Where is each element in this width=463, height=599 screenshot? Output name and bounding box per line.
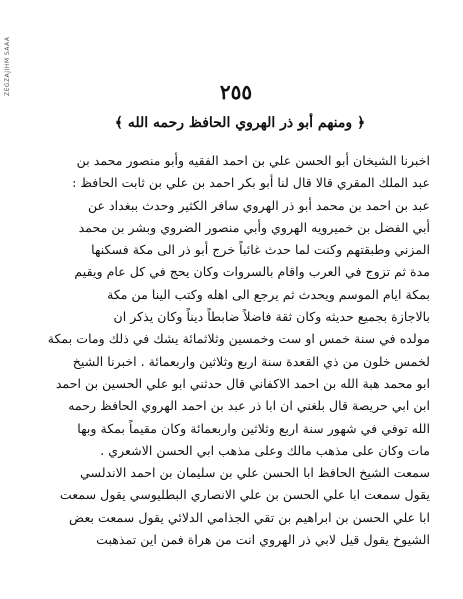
text-line: يقول سمعت ابا علي الحسن بن علي الانصاري البطليوسي يقول سمعت	[59, 487, 430, 503]
text-line: ابن ابي حريصة قال بلغني ان ابا ذر عبد بن احمد الهروي الحافظ رحمه	[68, 398, 430, 414]
text-line: اخبرنا الشيخان أبو الحسن علي بن احمد الفقيه وأبو منصور محمد بن	[76, 153, 430, 168]
body-text	[35, 150, 430, 551]
text-line: ابا علي الحسن بن ابراهيم بن تقي الجذامي الدلائي يقول سمعت بعض	[69, 509, 430, 525]
text-line: عبد الملك المقري قالا قال لنا أبو بكر احمد بن علي بن ثابت الحافظ :	[72, 175, 430, 191]
text-line: عبد بن احمد بن محمد أبو ذر الهروي سافر الكثير وحدث ببغداد عن	[87, 197, 430, 213]
text-line: ابو محمد هبة الله بن احمد الاكفاني قال حدثني ابو علي الحسين بن احمد	[55, 375, 430, 391]
text-line: أبي الفضل بن خميرويه الهروي وأبي منصور الضروي وبشر بن محمد	[78, 219, 430, 235]
text-line: الشيوخ يقول قيل لابي ذر الهروي انت من هراة فمن اين تمذهبت	[96, 532, 430, 548]
text-line: الله توفي في شهور سنة اربع وثلاثين واربعمائة وكان مقيماً بمكة وبها	[77, 420, 430, 436]
text-line: لخمس خلون من ذي القعدة سنة اربع وثلاثين واربعمائة . اخبرنا الشيخ	[72, 353, 430, 369]
page-number: ٢٥٥	[219, 80, 253, 104]
section-heading: ﴿ ومنهم أبو ذر الهروي الحافظ رحمه الله ﴾	[114, 115, 366, 131]
text-line: مدة ثم تزوج في العرب واقام بالسروات وكان يحج في كل عام ويقيم	[74, 264, 430, 280]
side-label: ZEGZAJIHM SAAA	[4, 36, 11, 96]
text-line: سمعت الشيخ الحافظ ابا الحسن علي بن سليمان بن احمد الاندلسي	[79, 465, 430, 481]
text-line: بالاجازة بجميع حديثه وكان ثقة فاضلاً ضابطاً ديناً وكان يذكر ان	[113, 309, 430, 325]
text-line: مات وكان على مذهب مالك وعلى مذهب ابي الحسن الاشعري .	[100, 442, 430, 458]
text-line: مولده في سنة خمس او ست وخمسين وثلاثمائة يشك في ذلك ومات بمكة	[47, 331, 430, 347]
text-line: بمكة ايام الموسم ويحدث ثم يرجع الى اهله وكتب الينا من مكة	[107, 286, 430, 302]
text-line: المزني وطبقتهم وكنت لما حدث غائباً خرج أبو ذر الى مكة فسكنها	[91, 242, 430, 258]
